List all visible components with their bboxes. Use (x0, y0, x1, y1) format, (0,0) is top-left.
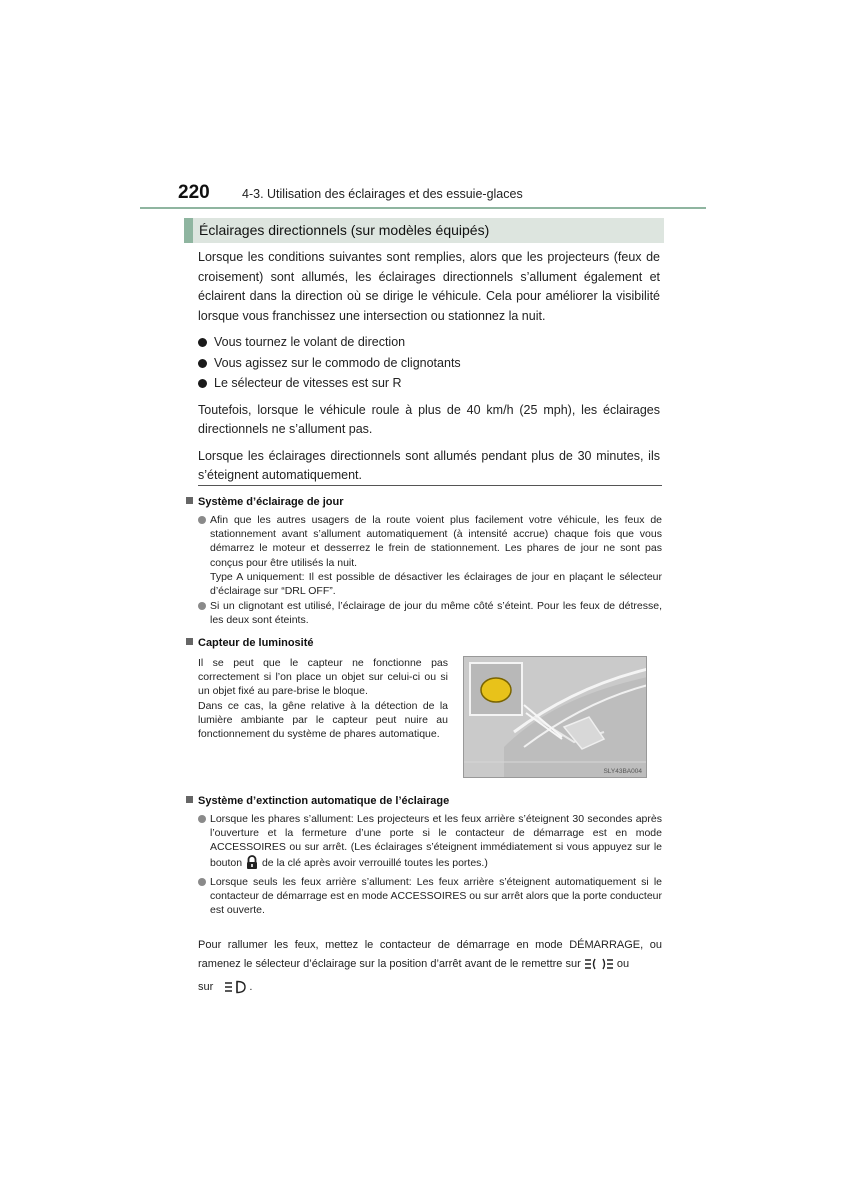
list-item (198, 812, 662, 874)
auto-off-item-1-after: de la clé après avoir verrouillé toutes les portes.) (261, 856, 488, 869)
page-header (178, 182, 708, 206)
header-rule (140, 207, 706, 209)
tail-lamp-icon (584, 957, 614, 978)
sensor-text (198, 656, 448, 741)
drl-item-2: Si un clignotant est utilisé, l’éclairage de jour du même côté s’éteint. Pour les feux de détresse, les deux sont éteints. (210, 600, 662, 627)
page-number: 220 (178, 182, 210, 203)
auto-off-heading (186, 794, 449, 808)
square-bullet-icon (186, 638, 193, 645)
relight-paragraph (198, 936, 662, 1001)
list-item (198, 599, 662, 627)
bullet-icon (198, 815, 206, 823)
auto-off-body (198, 812, 662, 918)
list-item-text: Vous agissez sur le commodo de clignotants (214, 355, 461, 370)
drl-heading (186, 495, 344, 509)
main-section (198, 248, 660, 493)
bullet-icon (198, 338, 207, 347)
list-item-text: Vous tournez le volant de direction (214, 335, 406, 349)
auto-off-item-1-before: Lorsque les phares s’allument: Les projecteurs et les feux arrière s’éteignent 30 secondes après l’ouverture et la fermeture d’une porte si le contacteur de démarrage est en mode ACCESSOIRES ou sur arrêt. (Les éclairages s’éteignent immédiatement si vous appuyez sur le bouton (210, 813, 662, 869)
drl-heading-text: Système d’éclairage de jour (198, 496, 344, 508)
sensor-text-1: Il se peut que le capteur ne fonctionne pas correctement si l’on place un objet sur celui-ci ou si un objet fixé au pare-brise le bloque. (198, 657, 448, 698)
section-divider (198, 485, 662, 486)
bullet-icon (198, 516, 206, 524)
drl-item-1: Afin que les autres usagers de la route voient plus facilement votre véhicule, les feux de stationnement avant s’allument automatiquement (à intensité accrue) chaque fois que vous démarrez le moteur et desserrez le frein de stationnement. Les phares de jour ne sont pas conçus pour être utilisés la nuit. (210, 514, 662, 569)
figure-code: SLY43BA004 (603, 768, 642, 775)
relight-end: . (249, 981, 253, 993)
sensor-heading (186, 636, 314, 650)
relight-text: Pour rallumer les feux, mettez le contacteur de démarrage en mode DÉMARRAGE, ou ramenez le sélecteur d’éclairage sur la position d’arrêt avant de le remettre sur (198, 939, 662, 970)
headlamp-icon (224, 980, 246, 1001)
speed-paragraph: Toutefois, lorsque le véhicule roule à plus de 40 km/h (25 mph), les éclairages directionnels ne s’allument pas. (198, 402, 660, 436)
sensor-heading-text: Capteur de luminosité (198, 637, 314, 649)
chapter-title: 4-3. Utilisation des éclairages et des essuie-glaces (242, 187, 523, 201)
square-bullet-icon (186, 497, 193, 504)
relight-sur: sur (198, 981, 214, 993)
bullet-icon (198, 359, 207, 368)
drl-item-1-extra: Type A uniquement: Il est possible de désactiver les éclairages de jour en plaçant le sélecteur d’éclairage sur “DRL OFF”. (210, 570, 662, 598)
relight-or: ou (616, 958, 630, 970)
list-item (198, 513, 662, 598)
list-item (198, 374, 660, 394)
intro-paragraph: Lorsque les conditions suivantes sont remplies, alors que les projecteurs (feux de croisement) sont allumés, les éclairages directionnels s’allument également et éclairent dans la direction où se dirige le véhicule. Cela pour améliorer la visibilité lorsque vous franchissez une intersection ou stationnez la nuit. (198, 250, 660, 323)
section-title: Éclairages directionnels (sur modèles équipés) (184, 218, 664, 243)
sensor-illustration (463, 656, 647, 778)
drl-body (198, 513, 662, 629)
auto-off-heading-text: Système d’extinction automatique de l’éclairage (198, 795, 450, 807)
condition-list (198, 333, 660, 394)
bullet-icon (198, 602, 206, 610)
list-item (198, 333, 660, 353)
lock-icon (245, 855, 259, 874)
square-bullet-icon (186, 796, 193, 803)
sensor-text-2: Dans ce cas, la gêne relative à la détection de la lumière ambiante par le capteur peut nuire au fonctionnement du système de phares automatique. (198, 699, 448, 741)
timeout-paragraph: Lorsque les éclairages directionnels sont allumés pendant plus de 30 minutes, ils s’éteignent automatiquement. (198, 448, 660, 482)
list-item-text: Le sélecteur de vitesses est sur R (214, 376, 402, 390)
bullet-icon (198, 878, 206, 886)
dashboard-illustration (464, 657, 647, 778)
auto-off-item-2: Lorsque seuls les feux arrière s’allument: Les feux arrière s’éteignent automatiquement si le contacteur de démarrage est en mode ACCESSOIRES ou sur arrêt alors que la porte conducteur est ouverte. (210, 875, 662, 917)
bullet-icon (198, 379, 207, 388)
list-item (198, 354, 660, 374)
list-item (198, 875, 662, 918)
